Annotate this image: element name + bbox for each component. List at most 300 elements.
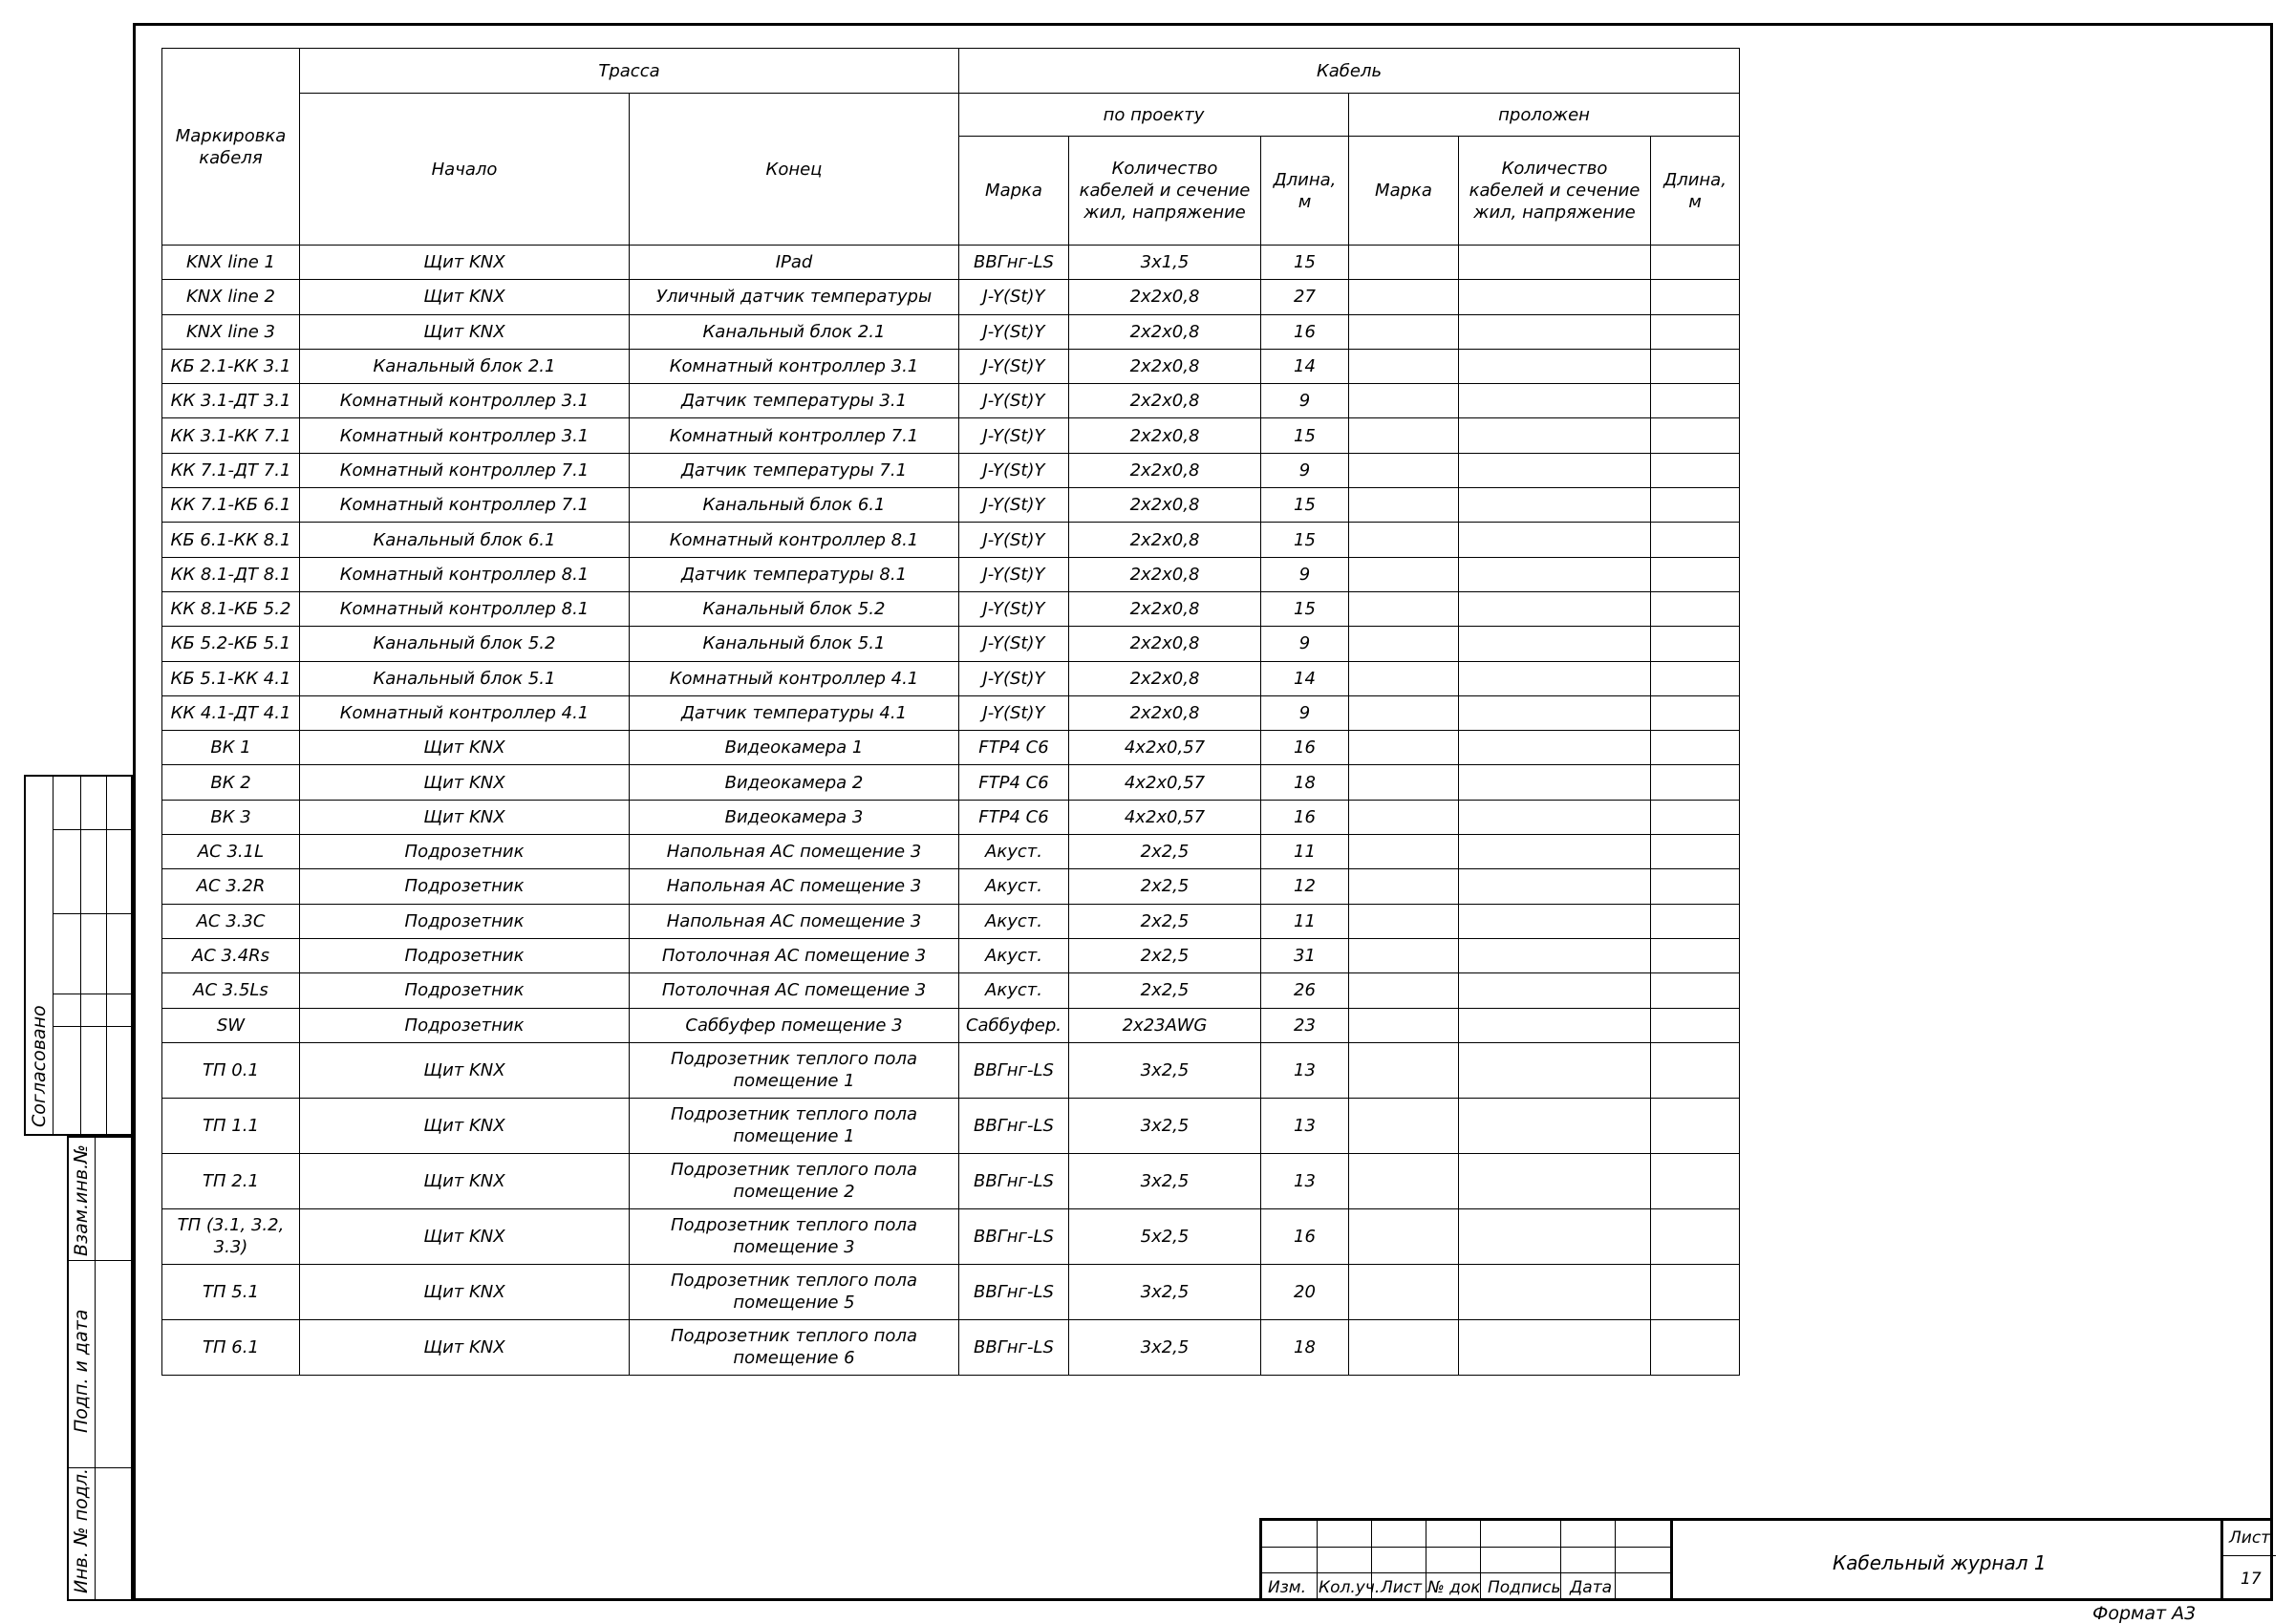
cable-marking: ВК 3 <box>162 800 300 834</box>
cable-mark: J-Y(St)Y <box>959 314 1069 349</box>
cable-section: 2x2x0,8 <box>1069 523 1261 557</box>
sign-date-label: Подп. и дата <box>71 1309 92 1433</box>
cable-length: 11 <box>1261 904 1349 938</box>
route-end: Уличный датчик температуры <box>630 280 959 314</box>
cable-length: 9 <box>1261 557 1349 591</box>
cable-length: 12 <box>1261 869 1349 904</box>
laid-section <box>1459 453 1651 487</box>
table-row <box>162 1042 1740 1098</box>
laid-length <box>1651 835 1740 869</box>
cable-section: 4x2x0,57 <box>1069 800 1261 834</box>
cable-length: 18 <box>1261 765 1349 800</box>
route-end: Подрозетник теплого пола помещение 6 <box>630 1319 959 1375</box>
cable-length: 26 <box>1261 973 1349 1008</box>
cable-section: 2x2,5 <box>1069 973 1261 1008</box>
ndoc-label: № док <box>1427 1578 1481 1597</box>
cable-length: 13 <box>1261 1153 1349 1208</box>
route-start: Комнатный контроллер 8.1 <box>300 557 630 591</box>
cable-marking: ТП 1.1 <box>162 1098 300 1153</box>
cable-marking: ВК 1 <box>162 731 300 765</box>
cable-length: 9 <box>1261 453 1349 487</box>
cable-mark: J-Y(St)Y <box>959 591 1069 626</box>
laid-mark <box>1349 1042 1459 1098</box>
kol-label: Кол.уч. <box>1319 1578 1381 1597</box>
laid-section <box>1459 591 1651 626</box>
cable-section: 2x2,5 <box>1069 869 1261 904</box>
cable-length: 13 <box>1261 1042 1349 1098</box>
route-start: Подрозетник <box>300 869 630 904</box>
laid-length <box>1651 349 1740 383</box>
date-label: Дата <box>1570 1578 1613 1597</box>
cable-marking: КК 3.1-ДТ 3.1 <box>162 384 300 418</box>
col-start: Начало <box>300 94 630 246</box>
cable-length: 15 <box>1261 418 1349 453</box>
laid-section <box>1459 1042 1651 1098</box>
laid-mark <box>1349 869 1459 904</box>
table-row <box>162 661 1740 695</box>
cable-mark: Акуст. <box>959 904 1069 938</box>
laid-section <box>1459 1098 1651 1153</box>
laid-section <box>1459 835 1651 869</box>
table-row <box>162 800 1740 834</box>
route-start: Подрозетник <box>300 1008 630 1042</box>
cable-mark: J-Y(St)Y <box>959 695 1069 730</box>
list-label: Лист <box>1381 1578 1423 1597</box>
cable-marking: КБ 5.2-КБ 5.1 <box>162 627 300 661</box>
cable-length: 16 <box>1261 314 1349 349</box>
route-end: Канальный блок 5.2 <box>630 591 959 626</box>
cable-section: 5x2,5 <box>1069 1208 1261 1264</box>
laid-mark <box>1349 938 1459 972</box>
cable-marking: КК 8.1-ДТ 8.1 <box>162 557 300 591</box>
cable-mark: ВВГнг-LS <box>959 1153 1069 1208</box>
cable-section: 2x2x0,8 <box>1069 695 1261 730</box>
route-end: Комнатный контроллер 3.1 <box>630 349 959 383</box>
laid-section <box>1459 1319 1651 1375</box>
cable-section: 2x2,5 <box>1069 904 1261 938</box>
laid-mark <box>1349 557 1459 591</box>
table-row <box>162 384 1740 418</box>
laid-mark <box>1349 904 1459 938</box>
route-start: Щит KNX <box>300 800 630 834</box>
table-row <box>162 246 1740 280</box>
laid-length <box>1651 1098 1740 1153</box>
cable-mark: J-Y(St)Y <box>959 453 1069 487</box>
cable-section: 2x2x0,8 <box>1069 384 1261 418</box>
cable-length: 20 <box>1261 1264 1349 1319</box>
route-start: Комнатный контроллер 7.1 <box>300 453 630 487</box>
route-end: Датчик температуры 4.1 <box>630 695 959 730</box>
cable-section: 3x2,5 <box>1069 1264 1261 1319</box>
laid-length <box>1651 973 1740 1008</box>
laid-section <box>1459 557 1651 591</box>
laid-length <box>1651 280 1740 314</box>
cable-length: 31 <box>1261 938 1349 972</box>
route-start: Щит KNX <box>300 1153 630 1208</box>
laid-section <box>1459 418 1651 453</box>
cable-mark: ВВГнг-LS <box>959 1208 1069 1264</box>
table-row <box>162 488 1740 523</box>
laid-section <box>1459 800 1651 834</box>
cable-section: 2x2x0,8 <box>1069 557 1261 591</box>
cable-marking: КК 4.1-ДТ 4.1 <box>162 695 300 730</box>
laid-mark <box>1349 661 1459 695</box>
cable-section: 3x1,5 <box>1069 246 1261 280</box>
laid-mark <box>1349 1264 1459 1319</box>
laid-section <box>1459 280 1651 314</box>
cable-length: 15 <box>1261 488 1349 523</box>
table-row <box>162 938 1740 972</box>
route-end: IPad <box>630 246 959 280</box>
table-row <box>162 453 1740 487</box>
laid-length <box>1651 904 1740 938</box>
laid-length <box>1651 591 1740 626</box>
cable-section: 2x2x0,8 <box>1069 314 1261 349</box>
laid-section <box>1459 1008 1651 1042</box>
laid-length <box>1651 1008 1740 1042</box>
laid-length <box>1651 1319 1740 1375</box>
table-row <box>162 1098 1740 1153</box>
cable-length: 15 <box>1261 246 1349 280</box>
cable-marking: KNX line 3 <box>162 314 300 349</box>
cable-marking: КБ 6.1-КК 8.1 <box>162 523 300 557</box>
laid-mark <box>1349 246 1459 280</box>
cable-section: 2x2x0,8 <box>1069 418 1261 453</box>
laid-length <box>1651 418 1740 453</box>
laid-length <box>1651 1153 1740 1208</box>
table-row <box>162 280 1740 314</box>
route-start: Канальный блок 2.1 <box>300 349 630 383</box>
route-end: Датчик температуры 3.1 <box>630 384 959 418</box>
format-label: Формат А3 <box>2092 1603 2197 1624</box>
table-row <box>162 557 1740 591</box>
laid-mark <box>1349 314 1459 349</box>
cable-section: 3x2,5 <box>1069 1098 1261 1153</box>
cable-section: 2x23AWG <box>1069 1008 1261 1042</box>
laid-mark <box>1349 384 1459 418</box>
cable-mark: ВВГнг-LS <box>959 1042 1069 1098</box>
cable-marking: КБ 5.1-КК 4.1 <box>162 661 300 695</box>
inv-orig-label: Инв. № подл. <box>71 1467 92 1593</box>
cable-length: 14 <box>1261 661 1349 695</box>
laid-mark <box>1349 1008 1459 1042</box>
route-start: Щит KNX <box>300 731 630 765</box>
table-row <box>162 695 1740 730</box>
laid-length <box>1651 627 1740 661</box>
route-end: Напольная АС помещение 3 <box>630 869 959 904</box>
col-end: Конец <box>630 94 959 246</box>
cable-marking: ТП 0.1 <box>162 1042 300 1098</box>
table-row <box>162 1008 1740 1042</box>
table-row <box>162 904 1740 938</box>
col-mark-laid: Марка <box>1349 137 1459 246</box>
cable-length: 18 <box>1261 1319 1349 1375</box>
cable-marking: ТП 6.1 <box>162 1319 300 1375</box>
sheet-title: Кабельный журнал 1 <box>1833 1551 2047 1574</box>
table-row <box>162 731 1740 765</box>
sign-label: Подпись <box>1488 1578 1561 1597</box>
cable-mark: Саббуфер. <box>959 1008 1069 1042</box>
route-end: Потолочная АС помещение 3 <box>630 973 959 1008</box>
route-start: Комнатный контроллер 4.1 <box>300 695 630 730</box>
laid-mark <box>1349 627 1459 661</box>
route-end: Канальный блок 5.1 <box>630 627 959 661</box>
laid-mark <box>1349 1319 1459 1375</box>
cable-marking: ТП 2.1 <box>162 1153 300 1208</box>
cable-mark: J-Y(St)Y <box>959 280 1069 314</box>
route-end: Подрозетник теплого пола помещение 1 <box>630 1098 959 1153</box>
col-length-project: Длина, м <box>1261 137 1349 246</box>
cable-marking: AC 3.4Rs <box>162 938 300 972</box>
cable-section: 3x2,5 <box>1069 1042 1261 1098</box>
table-row <box>162 973 1740 1008</box>
route-start: Подрозетник <box>300 973 630 1008</box>
cable-section: 2x2x0,8 <box>1069 453 1261 487</box>
cable-section: 2x2x0,8 <box>1069 591 1261 626</box>
laid-mark <box>1349 835 1459 869</box>
laid-section <box>1459 1264 1651 1319</box>
cable-marking: AC 3.5Ls <box>162 973 300 1008</box>
col-qty-project: Количество кабелей и сечение жил, напряжение <box>1069 137 1261 246</box>
cable-mark: J-Y(St)Y <box>959 661 1069 695</box>
laid-section <box>1459 523 1651 557</box>
cable-marking: AC 3.3C <box>162 904 300 938</box>
cable-section: 3x2,5 <box>1069 1153 1261 1208</box>
route-start: Щит KNX <box>300 246 630 280</box>
cable-section: 2x2,5 <box>1069 938 1261 972</box>
cable-section: 4x2x0,57 <box>1069 765 1261 800</box>
sheet-number: 17 <box>2241 1570 2262 1589</box>
route-start: Щит KNX <box>300 1208 630 1264</box>
route-start: Канальный блок 6.1 <box>300 523 630 557</box>
agreed-label: Согласовано <box>29 1005 50 1127</box>
route-start: Подрозетник <box>300 835 630 869</box>
laid-mark <box>1349 800 1459 834</box>
cable-mark: Акуст. <box>959 835 1069 869</box>
route-end: Видеокамера 1 <box>630 731 959 765</box>
route-end: Датчик температуры 7.1 <box>630 453 959 487</box>
route-end: Комнатный контроллер 4.1 <box>630 661 959 695</box>
cable-length: 15 <box>1261 591 1349 626</box>
cable-section: 2x2x0,8 <box>1069 280 1261 314</box>
cable-mark: ВВГнг-LS <box>959 246 1069 280</box>
route-start: Подрозетник <box>300 938 630 972</box>
route-start: Щит KNX <box>300 1264 630 1319</box>
cable-length: 15 <box>1261 523 1349 557</box>
cable-length: 13 <box>1261 1098 1349 1153</box>
laid-length <box>1651 1264 1740 1319</box>
laid-section <box>1459 731 1651 765</box>
laid-mark <box>1349 1208 1459 1264</box>
cable-marking: КК 7.1-КБ 6.1 <box>162 488 300 523</box>
cable-mark: FTP4 C6 <box>959 800 1069 834</box>
route-end: Подрозетник теплого пола помещение 5 <box>630 1264 959 1319</box>
cable-section: 2x2x0,8 <box>1069 349 1261 383</box>
cable-mark: ВВГнг-LS <box>959 1319 1069 1375</box>
table-row <box>162 591 1740 626</box>
route-end: Комнатный контроллер 7.1 <box>630 418 959 453</box>
cable-mark: J-Y(St)Y <box>959 627 1069 661</box>
cable-marking: KNX line 2 <box>162 280 300 314</box>
laid-length <box>1651 661 1740 695</box>
cable-mark: Акуст. <box>959 869 1069 904</box>
route-start: Щит KNX <box>300 1042 630 1098</box>
route-start: Щит KNX <box>300 314 630 349</box>
laid-length <box>1651 800 1740 834</box>
cable-marking: КК 3.1-КК 7.1 <box>162 418 300 453</box>
laid-mark <box>1349 695 1459 730</box>
laid-section <box>1459 765 1651 800</box>
cable-length: 16 <box>1261 731 1349 765</box>
route-end: Канальный блок 6.1 <box>630 488 959 523</box>
laid-length <box>1651 1042 1740 1098</box>
laid-mark <box>1349 280 1459 314</box>
laid-length <box>1651 314 1740 349</box>
laid-section <box>1459 695 1651 730</box>
laid-length <box>1651 246 1740 280</box>
table-row <box>162 765 1740 800</box>
laid-length <box>1651 557 1740 591</box>
route-end: Напольная АС помещение 3 <box>630 835 959 869</box>
table-row <box>162 349 1740 383</box>
route-start: Щит KNX <box>300 1319 630 1375</box>
cable-marking: ВК 2 <box>162 765 300 800</box>
cable-length: 14 <box>1261 349 1349 383</box>
col-length-laid: Длина, м <box>1651 137 1740 246</box>
cable-marking: КК 7.1-ДТ 7.1 <box>162 453 300 487</box>
table-row <box>162 835 1740 869</box>
laid-mark <box>1349 1153 1459 1208</box>
laid-mark <box>1349 973 1459 1008</box>
table-row <box>162 1208 1740 1264</box>
cable-length: 16 <box>1261 800 1349 834</box>
route-end: Датчик температуры 8.1 <box>630 557 959 591</box>
route-start: Комнатный контроллер 7.1 <box>300 488 630 523</box>
laid-section <box>1459 869 1651 904</box>
laid-mark <box>1349 523 1459 557</box>
laid-section <box>1459 1153 1651 1208</box>
route-start: Подрозетник <box>300 904 630 938</box>
laid-section <box>1459 938 1651 972</box>
route-start: Канальный блок 5.1 <box>300 661 630 695</box>
route-end: Саббуфер помещение 3 <box>630 1008 959 1042</box>
laid-section <box>1459 904 1651 938</box>
cable-mark: J-Y(St)Y <box>959 488 1069 523</box>
col-qty-laid: Количество кабелей и сечение жил, напряжение <box>1459 137 1651 246</box>
laid-section <box>1459 627 1651 661</box>
laid-mark <box>1349 1098 1459 1153</box>
laid-mark <box>1349 349 1459 383</box>
cable-section: 4x2x0,57 <box>1069 731 1261 765</box>
col-laid: проложен <box>1349 94 1740 137</box>
laid-mark <box>1349 488 1459 523</box>
table-row <box>162 523 1740 557</box>
laid-section <box>1459 488 1651 523</box>
cable-length: 9 <box>1261 384 1349 418</box>
cable-journal-table <box>161 48 1740 1376</box>
col-cable: Кабель <box>959 49 1740 94</box>
cable-section: 2x2,5 <box>1069 835 1261 869</box>
replace-inv-label: Взам.инв.№ <box>71 1144 92 1256</box>
laid-mark <box>1349 765 1459 800</box>
laid-length <box>1651 869 1740 904</box>
route-end: Комнатный контроллер 8.1 <box>630 523 959 557</box>
laid-length <box>1651 488 1740 523</box>
route-end: Видеокамера 3 <box>630 800 959 834</box>
cable-mark: FTP4 C6 <box>959 765 1069 800</box>
col-mark-project: Марка <box>959 137 1069 246</box>
table-row <box>162 1264 1740 1319</box>
laid-section <box>1459 246 1651 280</box>
cable-mark: FTP4 C6 <box>959 731 1069 765</box>
table-row <box>162 1153 1740 1208</box>
cable-marking: SW <box>162 1008 300 1042</box>
laid-length <box>1651 384 1740 418</box>
cable-length: 9 <box>1261 627 1349 661</box>
col-route: Трасса <box>300 49 959 94</box>
cable-mark: Акуст. <box>959 973 1069 1008</box>
laid-mark <box>1349 731 1459 765</box>
cable-section: 2x2x0,8 <box>1069 661 1261 695</box>
cable-mark: ВВГнг-LS <box>959 1264 1069 1319</box>
cable-mark: Акуст. <box>959 938 1069 972</box>
route-end: Подрозетник теплого пола помещение 1 <box>630 1042 959 1098</box>
laid-length <box>1651 1208 1740 1264</box>
laid-length <box>1651 765 1740 800</box>
laid-section <box>1459 661 1651 695</box>
cable-section: 2x2x0,8 <box>1069 488 1261 523</box>
route-start: Комнатный контроллер 3.1 <box>300 384 630 418</box>
cable-length: 9 <box>1261 695 1349 730</box>
cable-section: 2x2x0,8 <box>1069 627 1261 661</box>
laid-section <box>1459 314 1651 349</box>
col-by-project: по проекту <box>959 94 1349 137</box>
sheet-label: Лист <box>2229 1528 2271 1548</box>
route-end: Подрозетник теплого пола помещение 2 <box>630 1153 959 1208</box>
route-start: Канальный блок 5.2 <box>300 627 630 661</box>
laid-section <box>1459 1208 1651 1264</box>
cable-mark: J-Y(St)Y <box>959 349 1069 383</box>
route-start: Щит KNX <box>300 280 630 314</box>
laid-section <box>1459 384 1651 418</box>
cable-marking: КК 8.1-КБ 5.2 <box>162 591 300 626</box>
laid-length <box>1651 731 1740 765</box>
route-end: Потолочная АС помещение 3 <box>630 938 959 972</box>
cable-mark: J-Y(St)Y <box>959 523 1069 557</box>
laid-mark <box>1349 418 1459 453</box>
cable-mark: J-Y(St)Y <box>959 384 1069 418</box>
laid-length <box>1651 453 1740 487</box>
laid-mark <box>1349 453 1459 487</box>
laid-section <box>1459 349 1651 383</box>
table-body <box>162 246 1740 1376</box>
cable-length: 16 <box>1261 1208 1349 1264</box>
cable-mark: J-Y(St)Y <box>959 418 1069 453</box>
laid-length <box>1651 523 1740 557</box>
route-end: Напольная АС помещение 3 <box>630 904 959 938</box>
cable-marking: ТП 5.1 <box>162 1264 300 1319</box>
table-row <box>162 1319 1740 1375</box>
izm-label: Изм. <box>1268 1578 1306 1597</box>
cable-length: 27 <box>1261 280 1349 314</box>
cable-marking: AC 3.2R <box>162 869 300 904</box>
route-end: Подрозетник теплого пола помещение 3 <box>630 1208 959 1264</box>
col-marking: Маркировка кабеля <box>162 49 300 246</box>
cable-marking: КБ 2.1-КК 3.1 <box>162 349 300 383</box>
cable-section: 3x2,5 <box>1069 1319 1261 1375</box>
table-row <box>162 869 1740 904</box>
laid-length <box>1651 938 1740 972</box>
